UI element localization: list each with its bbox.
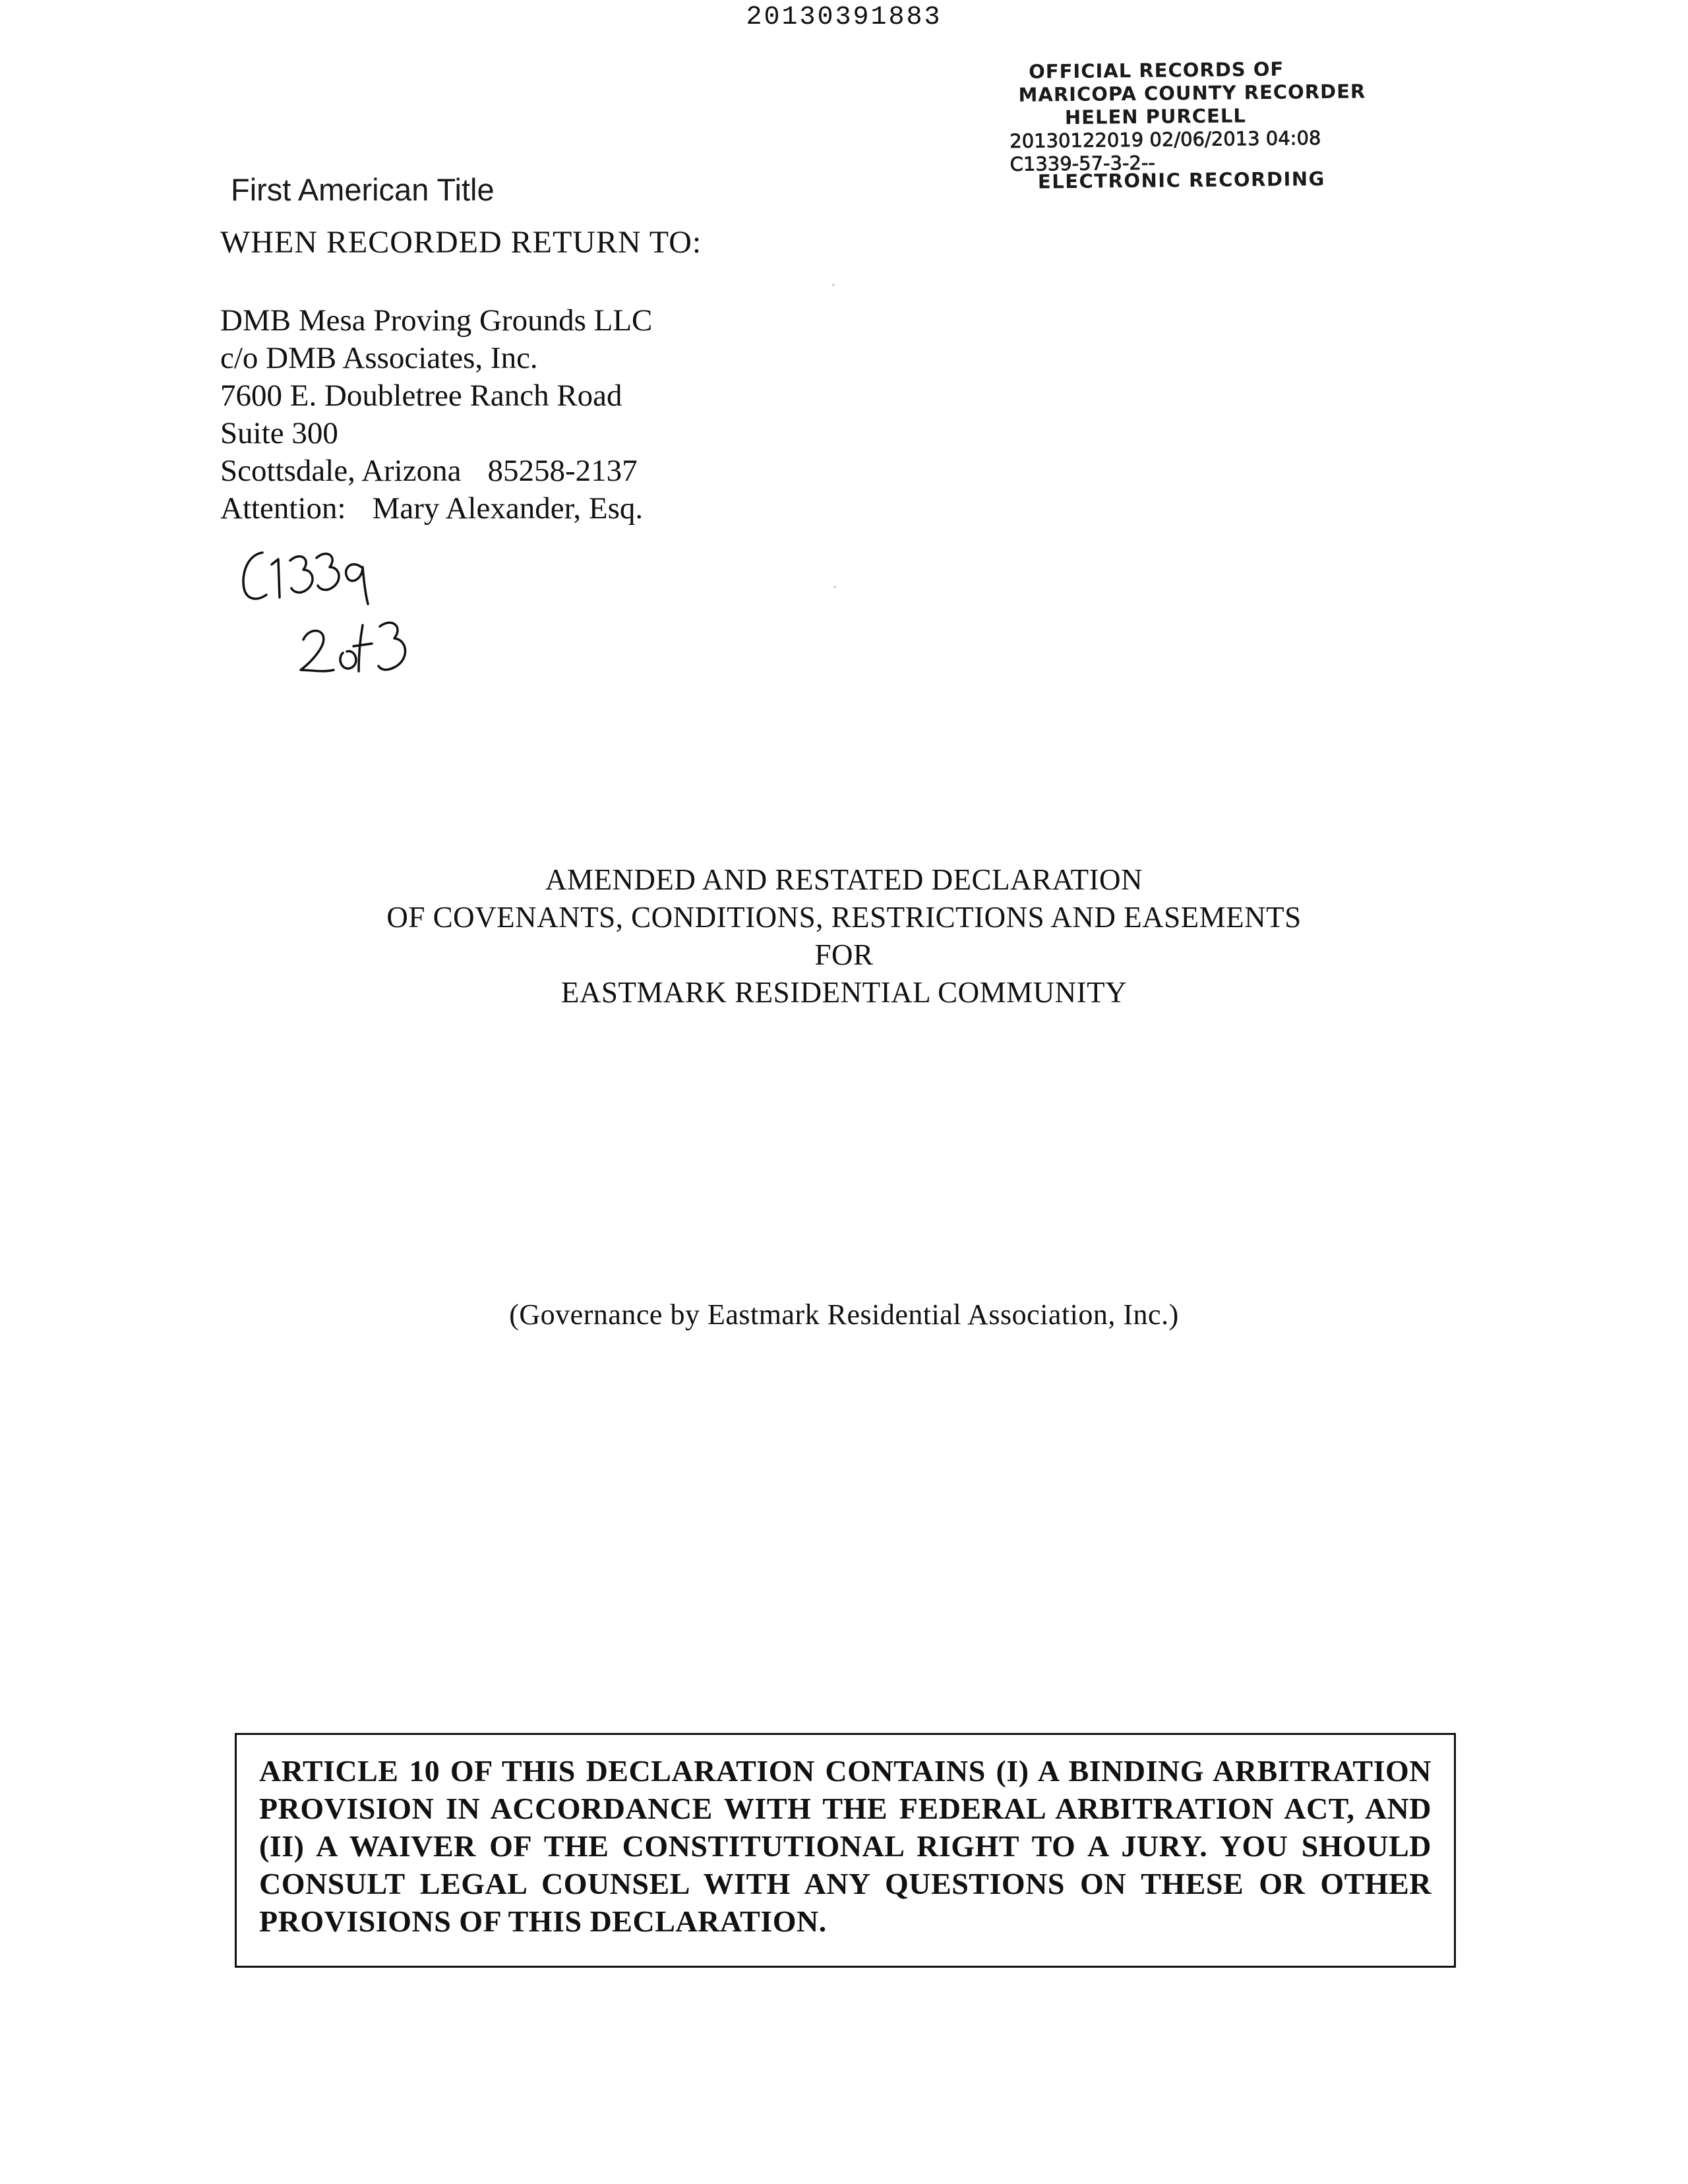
attention-line: [220, 490, 652, 528]
title-line-3: FOR: [814, 938, 874, 971]
address-line: Suite 300: [220, 416, 338, 450]
title-company-name: First American Title: [231, 172, 495, 207]
stamp-line-record-number-date: 20130122019 02/06/2013 04:08: [1010, 127, 1321, 152]
recorder-stamp: [1009, 56, 1445, 194]
title-line-2: OF COVENANTS, CONDITIONS, RESTRICTIONS AND EASEMENTS: [386, 901, 1302, 934]
title-line-4: EASTMARK RESIDENTIAL COMMUNITY: [560, 976, 1128, 1009]
arbitration-notice-text: ARTICLE 10 OF THIS DECLARATION CONTAINS (I) A BINDING ARBITRATION PROVISION IN ACCORDANCE WITH THE FEDERAL ARBITRATION ACT, AND (II) A WAIVER OF THE CONSTITUTIONAL RIGHT TO A JURY. YOU SHOULD CONSULT LEGAL COUNSEL WITH ANY QUESTIONS ON THESE OR OTHER PROVISIONS OF THIS DECLARATION.: [259, 1754, 1432, 1938]
stamp-line-recorder-name: HELEN PURCELL: [1064, 104, 1246, 129]
address-city-state: Scottsdale, Arizona: [220, 454, 462, 488]
attention-name: Mary Alexander, Esq.: [372, 491, 644, 526]
return-address: [220, 302, 652, 528]
governance-note: (Governance by Eastmark Residential Association, Inc.): [509, 1298, 1179, 1331]
scan-speck: [833, 586, 836, 588]
stamp-line-electronic-recording: ELECTRONIC RECORDING: [1037, 167, 1326, 193]
return-to-heading: WHEN RECORDED RETURN TO:: [220, 225, 702, 260]
document-number: 20130391883: [746, 3, 942, 32]
address-city-line: [220, 452, 652, 490]
stamp-line-official-records: OFFICIAL RECORDS OF: [1028, 57, 1284, 83]
stamp-line-county-recorder: MARICOPA COUNTY RECORDER: [1018, 80, 1366, 106]
declaration-title: [0, 861, 1688, 1012]
address-line: DMB Mesa Proving Grounds LLC: [220, 303, 653, 338]
stamp-line-code: C1339-57-3-2--: [1010, 151, 1155, 175]
scan-speck: [832, 284, 835, 286]
arbitration-notice-box: [235, 1733, 1456, 1968]
address-line: c/o DMB Associates, Inc.: [220, 341, 538, 375]
address-line: 7600 E. Doubletree Ranch Road: [220, 379, 622, 413]
handwritten-note: [237, 541, 435, 699]
title-line-1: AMENDED AND RESTATED DECLARATION: [545, 863, 1143, 896]
attention-label: Attention:: [220, 491, 346, 526]
address-zip: 85258-2137: [487, 454, 638, 488]
